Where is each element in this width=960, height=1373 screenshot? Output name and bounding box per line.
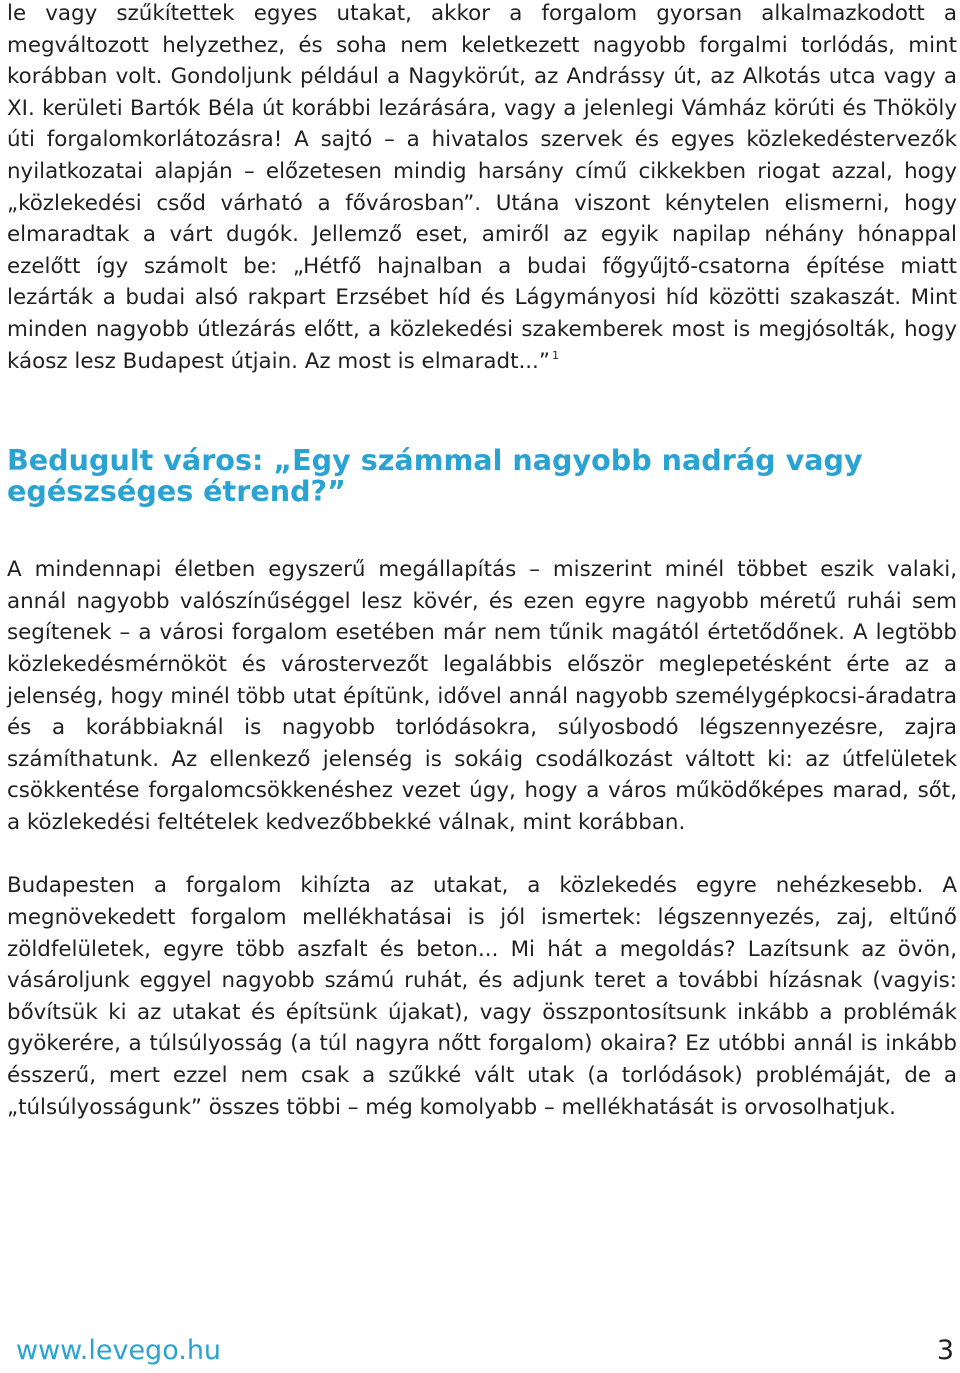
body-paragraph <box>7 0 957 377</box>
document-body <box>7 0 957 1123</box>
body-paragraph: A mindennapi életben egyszerű megállapítás – miszerint minél többet eszik valaki, annál nagyobb valószínűséggel lesz kövér, és ezen egyre nagyobb méretű ruhái sem segítenek – a városi forgalom esetében már nem tűnik magától értetődőnek. A legtöbb közlekedésmérnököt és várostervezőt legalábbis először meglepetésként érte az a jelenség, hogy minél több utat építünk, idővel annál nagyobb személygépkocsi-áradatra és a korábbiaknál is nagyobb torlódásokra, súlyosbodó légszennyezésre, zajra számíthatunk. Az ellenkező jelenség is sokáig csodálkozást váltott ki: az útfelületek csökkentése forgalomcsökkenéshez vezet úgy, hogy a város működőképes marad, sőt, a közlekedési feltételek kedvezőbbekké válnak, mint korábban. <box>7 557 957 835</box>
footnote-reference: 1 <box>551 348 559 362</box>
body-paragraph: Budapesten a forgalom kihízta az utakat, a közlekedés egyre nehézkesebb. A megnövekedett forgalom mellékhatásai is jól ismertek: légszennyezés, zaj, eltűnő zöldfelületek, egyre több aszfalt és beton... Mi hát a megoldás? Lazítsunk az övön, vásároljunk eggyel nagyobb számú ruhát, és adjunk teret a további hízásnak (vagyis: bővítsük ki az utakat és építsünk újakat), vagy összpontosítsunk inkább a problémák gyökerére, a túlsúlyosság (a túl nagyra nőtt forgalom) okaira? Ez utóbbi annál is inkább ésszerű, mert ezzel nem csak a szűkké vált utak (a torlódások) problémáját, de a „túlsúlyosságunk” összes többi – még komolyabb – mellékhatását is orvosolhatjuk. <box>7 873 957 1120</box>
page-number: 3 <box>936 1335 954 1366</box>
footer-website-link[interactable]: www.levego.hu <box>16 1335 222 1366</box>
section-heading: Bedugult város: „Egy számmal nagyobb nadrág vagy egészséges étrend?” <box>7 443 863 509</box>
paragraph-text: le vagy szűkítettek egyes utakat, akkor a forgalom gyorsan alkalmazkodott a megváltozott helyzethez, és soha nem keletkezett nagyobb forgalmi torlódás, mint korábban volt. Gondoljunk például a Nagykörút, az Andrássy út, az Alkotás utca vagy a XI. kerületi Bartók Béla út korábbi lezárására, vagy a jelenlegi Vámház körúti és Thököly úti forgalomkorlátozásra! A sajtó – a hivatalos szervek és egyes közlekedéstervezők nyilatkozatai alapján – előzetesen mindig harsány című cikkekben riogat azzal, hogy „közlekedési csőd várható a fővárosban”. Utána viszont kénytelen elismerni, hogy elmaradtak a várt dugók. Jellemző eset, amiről az egyik napilap néhány hónappal ezelőtt így számolt be: „Hétfő hajnalban a budai főgyűjtő-csatorna építése miatt lezárták a budai alsó rakpart Erzsébet híd és Lágymányosi híd közötti szakaszát. Mint minden nagyobb útlezárás előtt, a közlekedési szakemberek most is megjósolták, hogy káosz lesz Budapest útjain. Az most is elmaradt...” <box>7 1 957 374</box>
